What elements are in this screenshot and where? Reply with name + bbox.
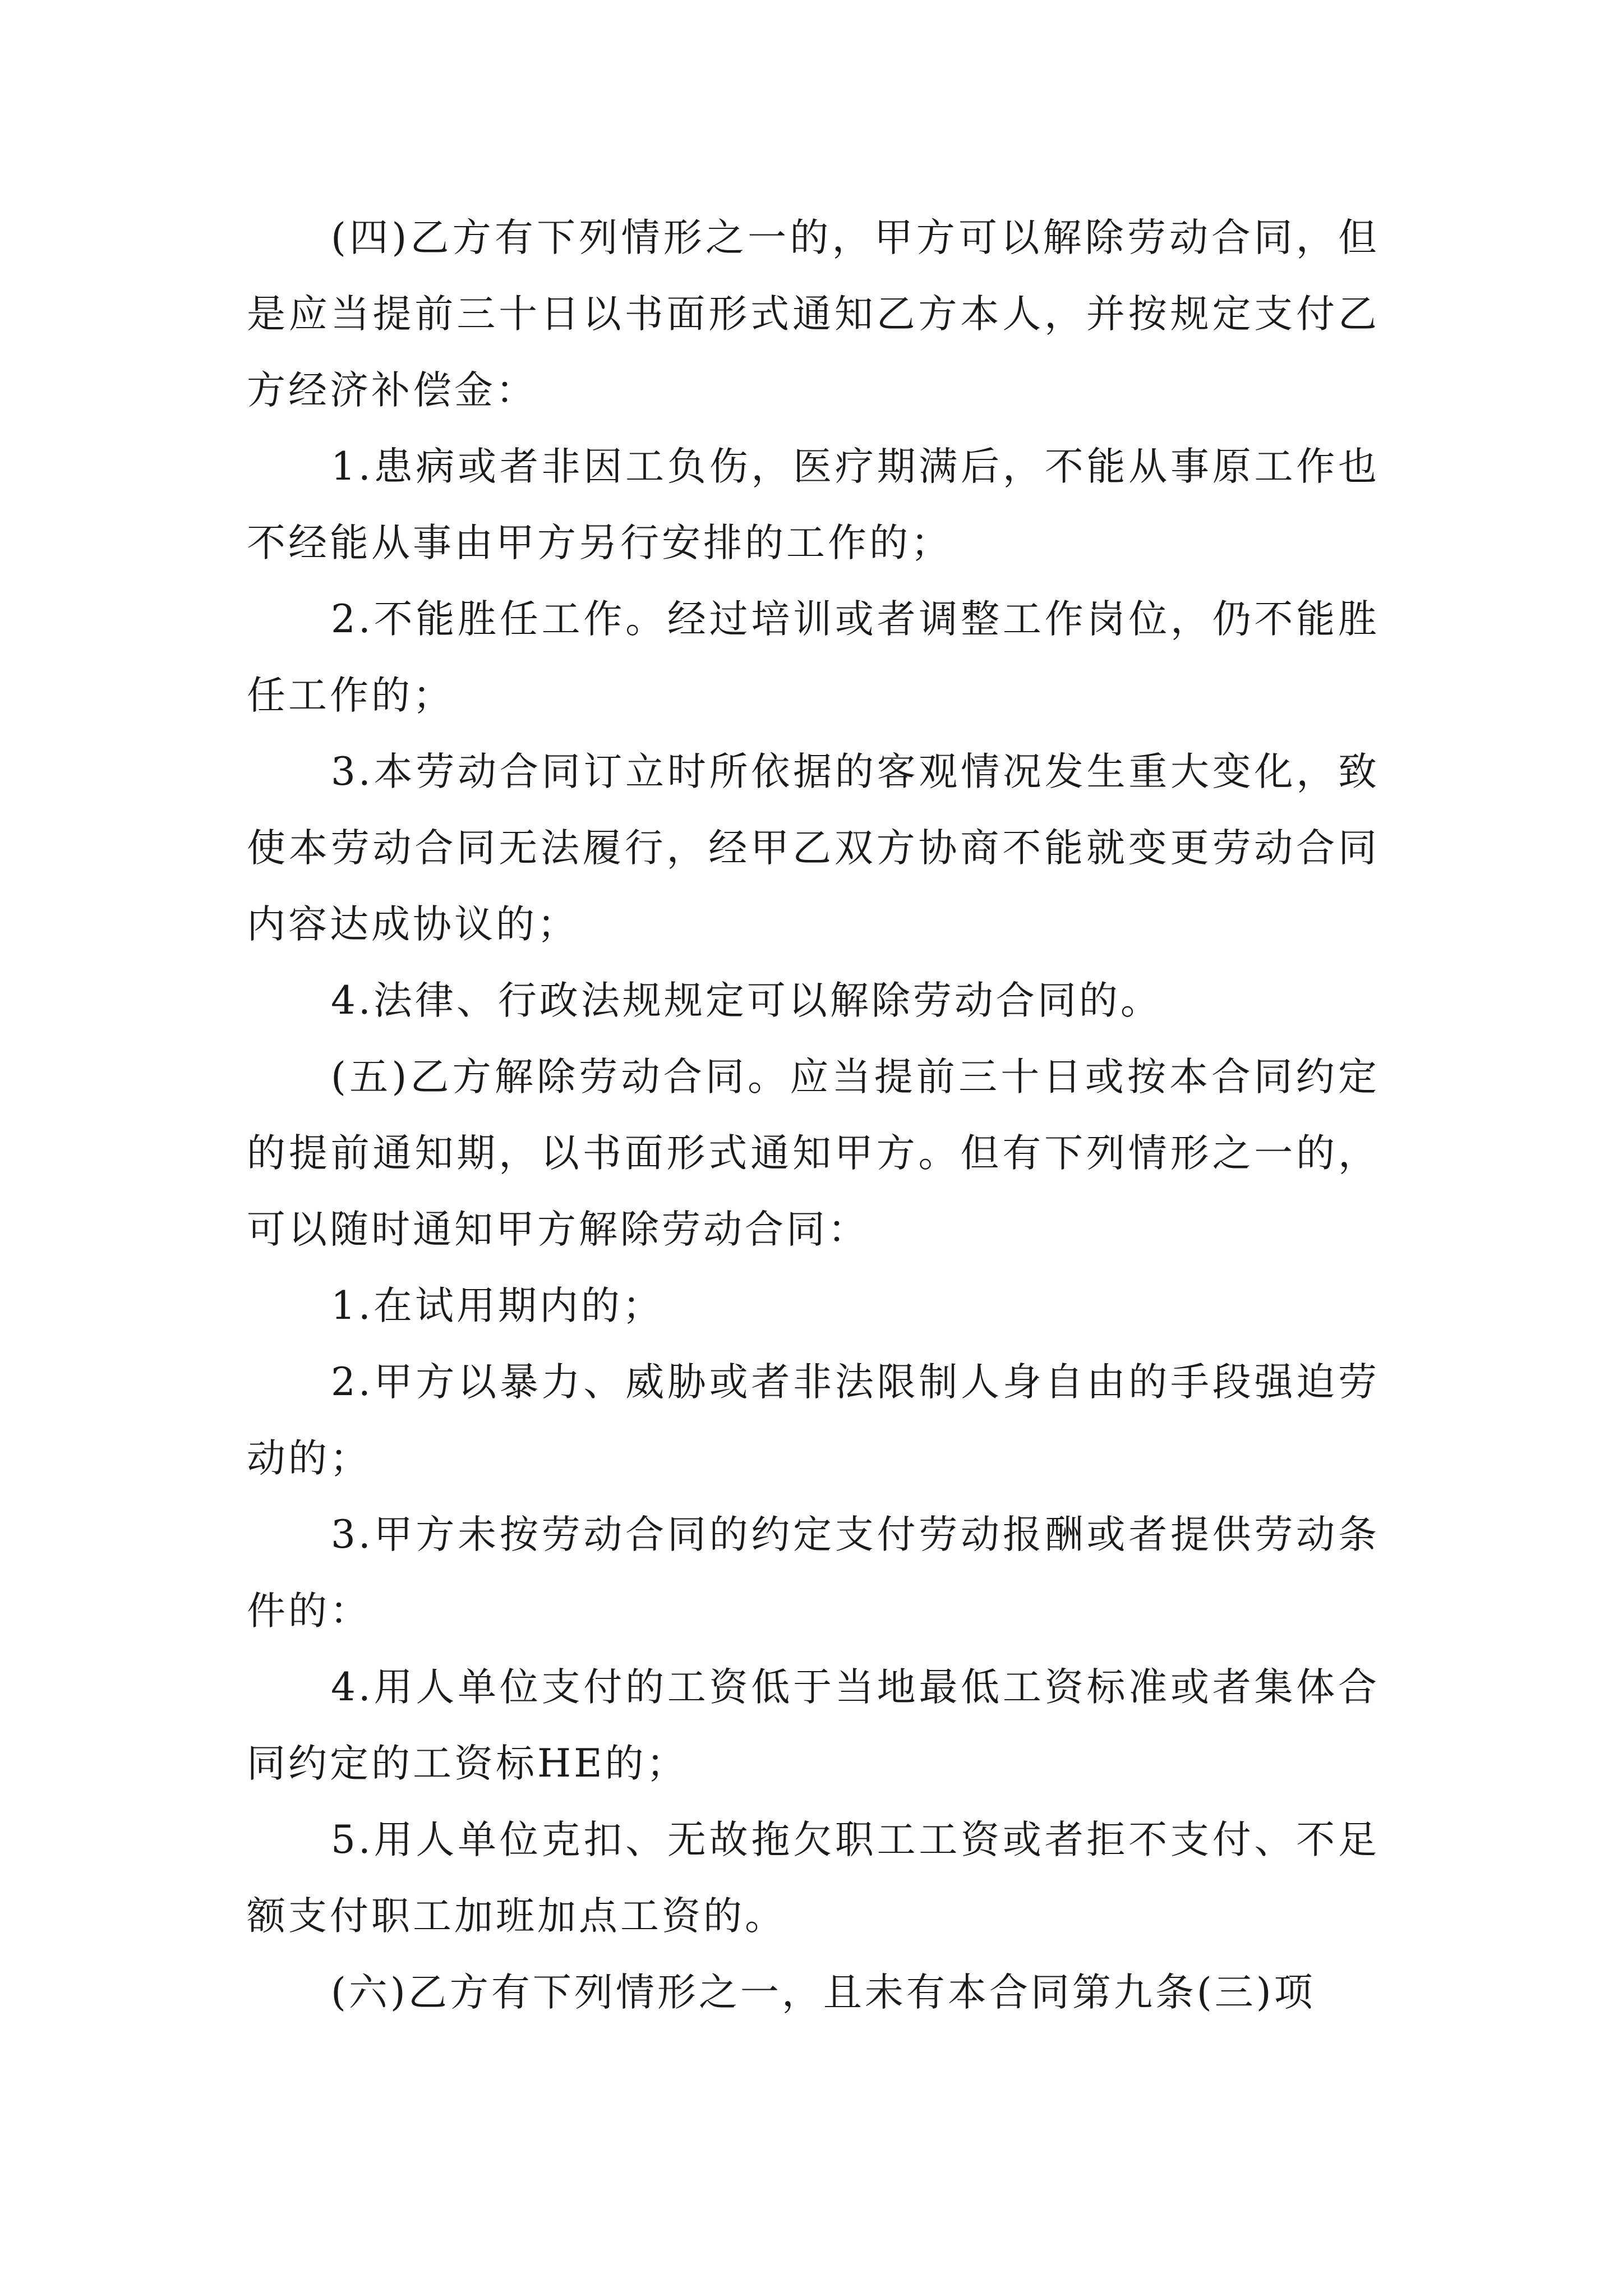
clause-4-item-1: 1.患病或者非因工负伤，医疗期满后，不能从事原工作也不经能从事由甲方另行安排的工作的； [247,444,1380,565]
contract-text [247,200,1380,2031]
clause-4-intro: (四)乙方有下列情形之一的，甲方可以解除劳动合同，但是应当提前三十日以书面形式通知乙方本人，并按规定支付乙方经济补偿金： [247,215,1380,413]
clause-4-item-4: 4.法律、行政法规规定可以解除劳动合同的。 [331,978,1162,1023]
clause-5-item-4: 4.用人单位支付的工资低于当地最低工资标准或者集体合同约定的工资标HE的； [247,1665,1380,1786]
clause-5-item-3: 3.甲方未按劳动合同的约定支付劳动报酬或者提供劳动条件的： [247,1512,1380,1634]
clause-5-item-2: 2.甲方以暴力、威胁或者非法限制人身自由的手段强迫劳动的； [247,1360,1380,1481]
clause-5-item-1: 1.在试用期内的； [331,1283,664,1328]
clause-6-intro: (六)乙方有下列情形之一，且未有本合同第九条(三)项 [331,1970,1316,2015]
clause-4-item-3: 3.本劳动合同订立时所依据的客观情况发生重大变化，致使本劳动合同无法履行，经甲乙双方协商不能就变更劳动合同内容达成协议的； [247,749,1380,947]
clause-4-item-2: 2.不能胜任工作。经过培训或者调整工作岗位，仍不能胜任工作的； [247,597,1380,718]
clause-5-intro: (五)乙方解除劳动合同。应当提前三十日或按本合同约定的提前通知期，以书面形式通知甲方。但有下列情形之一的，可以随时通知甲方解除劳动合同： [247,1055,1380,1252]
clause-5-item-5: 5.用人单位克扣、无故拖欠职工工资或者拒不支付、不足额支付职工加班加点工资的。 [247,1818,1380,1939]
